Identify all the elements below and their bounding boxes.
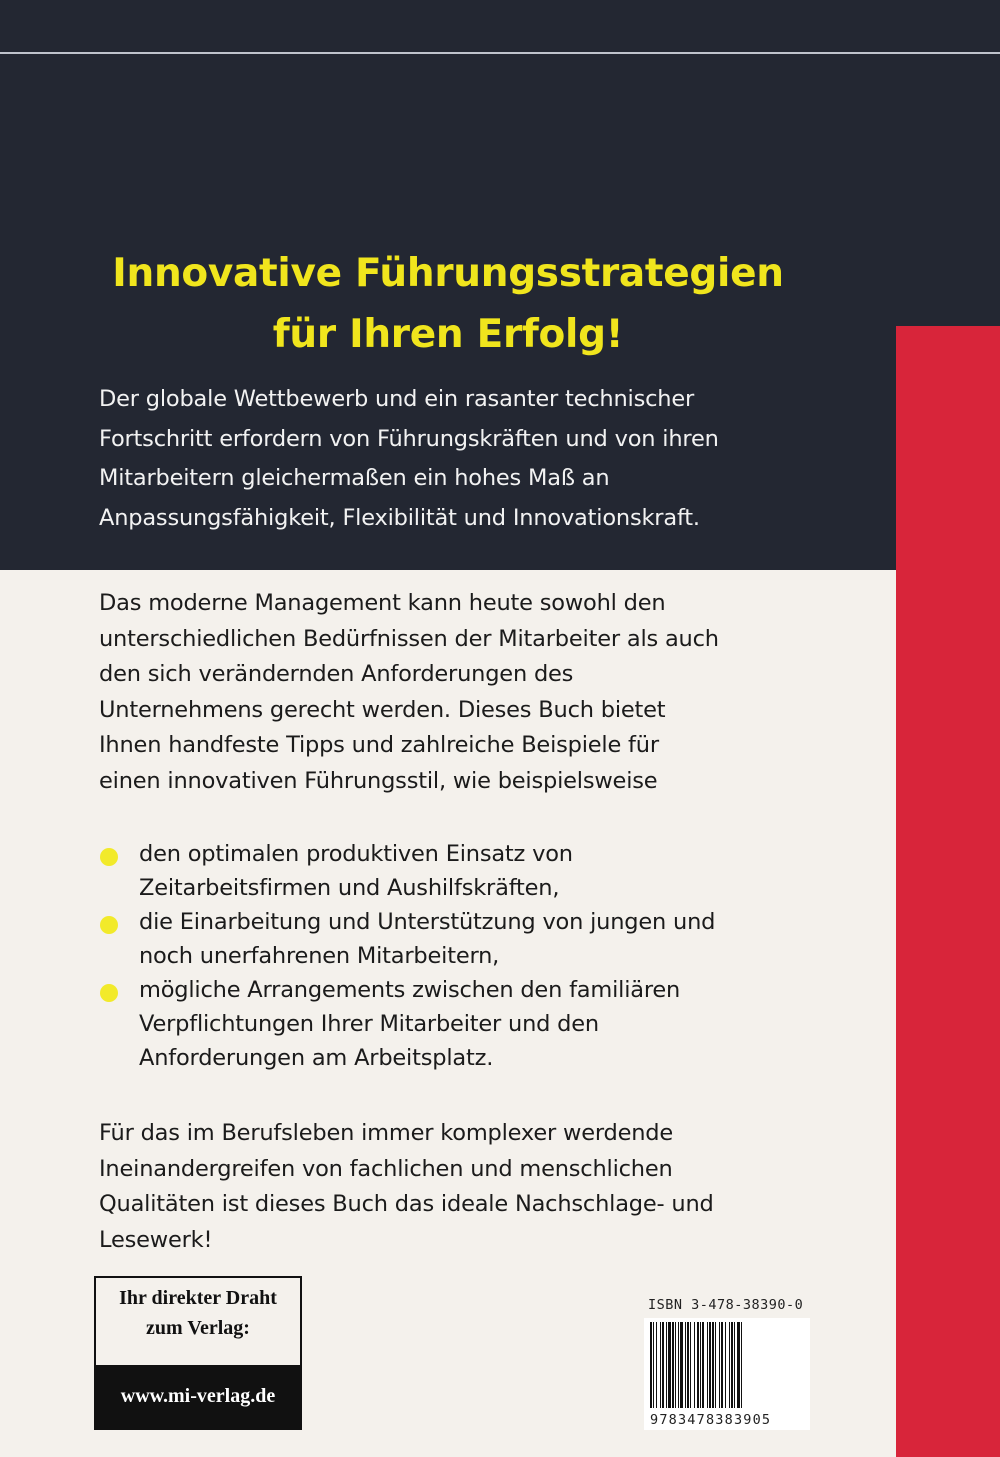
closing-line: Für das im Berufsleben immer komplexer werdende	[99, 1120, 674, 1146]
isbn-label: ISBN 3-478-38390-0	[648, 1297, 804, 1313]
bullet-text-line: noch unerfahrenen Mitarbeitern,	[139, 943, 500, 969]
closing-line: Ineinandergreifen von fachlichen und menschlichen	[99, 1155, 673, 1182]
body-line: Das moderne Management kann heute sowohl den	[99, 590, 666, 616]
bullet-item	[99, 973, 715, 1075]
body-line: unterschiedlichen Bedürfnissen der Mitarbeiter als auch	[99, 625, 719, 652]
bullet-text-line: Anforderungen am Arbeitsplatz.	[139, 1045, 494, 1071]
bullet-dot-icon	[100, 848, 118, 866]
publisher-line-1: Ihr direkter Draht	[119, 1287, 277, 1309]
intro-line: Fortschritt erfordern von Führungskräften und von ihren	[99, 425, 719, 452]
bullet-dot-icon	[100, 984, 118, 1002]
headline-line-1: Innovative Führungsstrategien	[112, 251, 784, 296]
barcode-digits: 9783478383905	[650, 1412, 772, 1428]
closing-paragraph	[99, 1116, 714, 1258]
bullet-text-line: den optimalen produktiven Einsatz von	[139, 841, 573, 867]
closing-line: Lesewerk!	[99, 1226, 213, 1253]
publisher-line-2: zum Verlag:	[146, 1317, 250, 1339]
barcode-bars-icon	[644, 1318, 810, 1412]
headline-line-2: für Ihren Erfolg!	[272, 312, 624, 357]
intro-line: Anpassungsfähigkeit, Flexibilität und Innovationskraft.	[99, 504, 700, 531]
body-line: den sich verändernden Anforderungen des	[99, 661, 574, 687]
bullet-text-line: die Einarbeitung und Unterstützung von jungen und	[139, 909, 716, 935]
publisher-caption	[96, 1278, 300, 1363]
barcode	[644, 1318, 810, 1430]
intro-line: Der globale Wettbewerb und ein rasanter technischer	[99, 386, 695, 412]
publisher-contact-box	[94, 1276, 302, 1430]
body-line: einen innovativen Führungsstil, wie beispielsweise	[99, 767, 658, 794]
body-paragraph	[99, 586, 719, 799]
top-divider-line	[0, 52, 1000, 54]
bullet-text-line: Zeitarbeitsfirmen und Aushilfskräften,	[139, 875, 560, 901]
publisher-url: www.mi-verlag.de	[96, 1365, 300, 1428]
closing-line: Qualitäten ist dieses Buch das ideale Nachschlage- und	[99, 1191, 714, 1217]
bullet-item	[99, 905, 715, 973]
intro-line: Mitarbeitern gleichermaßen ein hohes Maß an	[99, 465, 610, 491]
intro-paragraph	[99, 380, 719, 538]
body-line: Ihnen handfeste Tipps und zahlreiche Beispiele für	[99, 732, 659, 758]
red-side-bar	[896, 326, 1000, 1457]
bullet-text-line: Verpflichtungen Ihrer Mitarbeiter und den	[139, 1011, 599, 1037]
body-line: Unternehmens gerecht werden. Dieses Buch bietet	[99, 696, 666, 723]
bullet-text-line: mögliche Arrangements zwischen den familiären	[139, 977, 681, 1003]
bullet-dot-icon	[100, 916, 118, 934]
headline	[0, 243, 896, 365]
bullet-list	[99, 837, 715, 1075]
bullet-item	[99, 837, 715, 905]
